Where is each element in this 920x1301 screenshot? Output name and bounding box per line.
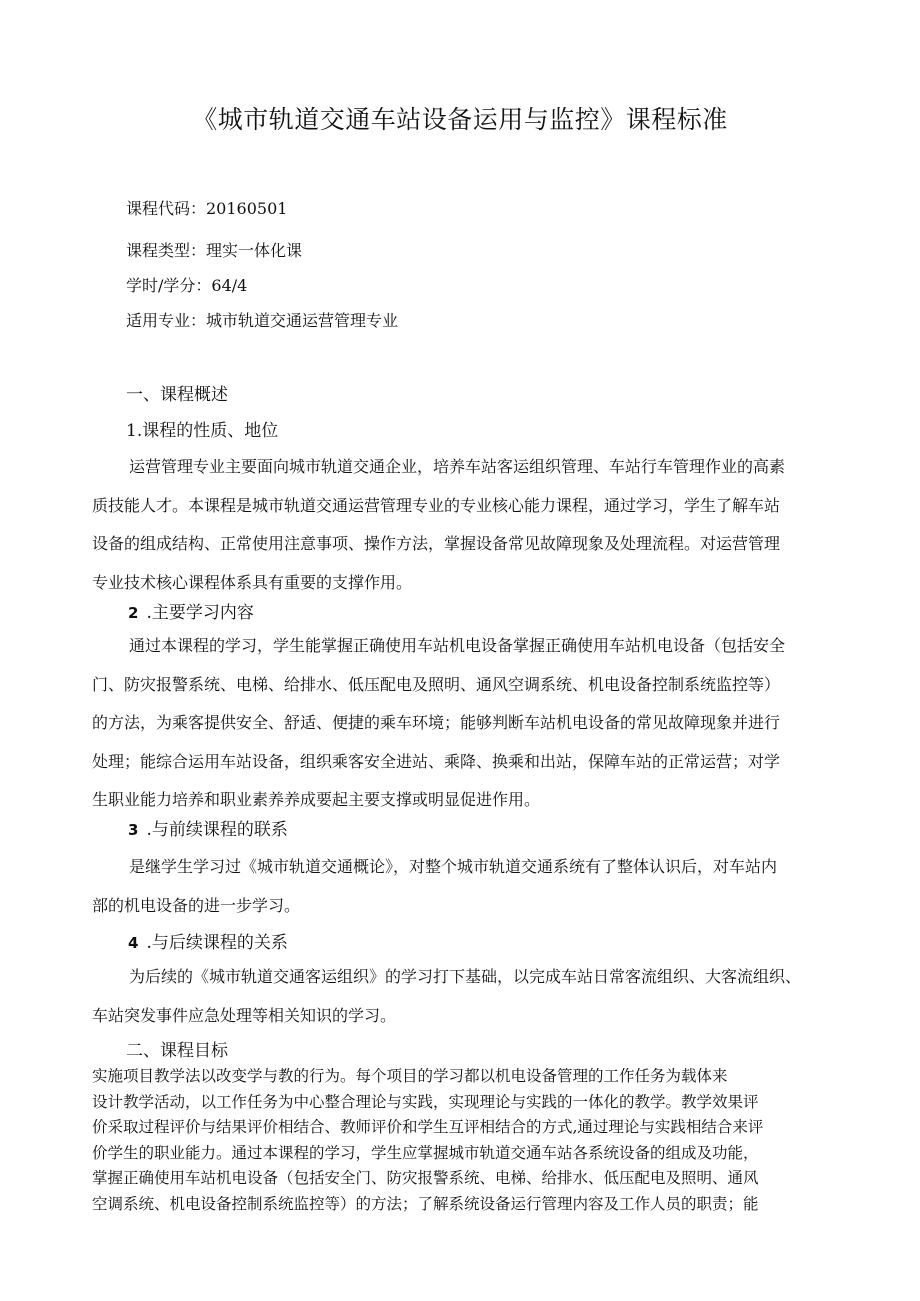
subheading-number: 2	[128, 604, 139, 622]
paragraph-objectives	[92, 1064, 842, 1217]
text-line: 生职业能力培养和职业素养养成要起主要支撑或明显促进作用。	[92, 790, 541, 810]
course-code: 课程代码：20160501	[126, 199, 288, 218]
subheading-prior	[128, 815, 288, 840]
subheading-number: 4	[128, 934, 139, 952]
subheading-text: .与后续课程的关系	[146, 933, 288, 953]
subheading-number: 3	[128, 821, 139, 839]
subheading-content	[128, 598, 254, 623]
paragraph-nature	[92, 448, 842, 602]
text-line: 价采取过程评价与结果评价相结合、教师评价和学生互评相结合的方式,通过理论与实践相结合来评	[92, 1118, 764, 1136]
text-line: 为后续的《城市轨道交通客运组织》的学习打下基础，以完成车站日常客流组织、大客流组织、	[129, 967, 802, 986]
subheading-nature: 1.课程的性质、地位	[126, 421, 279, 441]
text-line: 处理；能综合运用车站设备，组织乘客安全进站、乘降、换乘和出站，保障车站的正常运营；对学	[92, 751, 781, 771]
text-line: 专业技术核心课程体系具有重要的支撑作用。	[92, 572, 413, 592]
section-heading-overview: 一、课程概述	[126, 385, 228, 405]
text-line: 设计教学活动，以工作任务为中心整合理论与实践，实现理论与实践的一体化的教学。教学效果评	[92, 1092, 759, 1111]
text-line: 价学生的职业能力。通过本课程的学习，学生应掌握城市轨道交通车站各系统设备的组成及功能，	[92, 1143, 759, 1162]
text-line: 是继学生学习过《城市轨道交通概论》，对整个城市轨道交通系统有了整体认识后，对车站内	[129, 857, 778, 876]
course-hours: 学时/学分：64/4	[126, 276, 248, 295]
text-line: 设备的组成结构、正常使用注意事项、操作方法，掌握设备常见故障现象及处理流程。对运营管理	[92, 534, 781, 554]
paragraph-prior	[92, 848, 842, 925]
document-title: 《城市轨道交通车站设备运用与监控》课程标准	[192, 105, 728, 134]
text-line: 门、防灾报警系统、电梯、给排水、低压配电及照明、通风空调系统、机电设备控制系统监控等）	[92, 674, 781, 694]
paragraph-following	[92, 958, 842, 1035]
text-line: 的方法，为乘客提供安全、舒适、便捷的乘车环境；能够判断车站机电设备的常见故障现象并进行	[92, 713, 781, 733]
subheading-text: .主要学习内容	[146, 603, 254, 623]
course-type: 课程类型：理实一体化课	[126, 241, 303, 260]
text-line: 质技能人才。本课程是城市轨道交通运营管理专业的专业核心能力课程，通过学习，学生了解车站	[92, 495, 781, 515]
text-line: 通过本课程的学习，学生能掌握正确使用车站机电设备掌握正确使用车站机电设备（包括安全	[129, 636, 786, 655]
text-line: 掌握正确使用车站机电设备（包括安全门、防灾报警系统、电梯、给排水、低压配电及照明、通风	[92, 1169, 759, 1187]
text-line: 实施项目教学法以改变学与教的行为。每个项目的学习都以机电设备管理的工作任务为载体来	[92, 1067, 728, 1085]
course-major: 适用专业：城市轨道交通运营管理专业	[126, 311, 399, 330]
text-line: 空调系统、机电设备控制系统监控等）的方法；了解系统设备运行管理内容及工作人员的职责；能	[92, 1194, 759, 1213]
section-heading-objectives: 二、课程目标	[126, 1041, 228, 1061]
text-line: 车站突发事件应急处理等相关知识的学习。	[92, 1005, 397, 1025]
subheading-following	[128, 928, 288, 953]
text-line: 运营管理专业主要面向城市轨道交通企业，培养车站客运组织管理、车站行车管理作业的高素	[129, 457, 786, 476]
text-line: 部的机电设备的进一步学习。	[92, 895, 301, 915]
paragraph-content	[92, 627, 842, 820]
subheading-text: .与前续课程的联系	[146, 820, 288, 840]
